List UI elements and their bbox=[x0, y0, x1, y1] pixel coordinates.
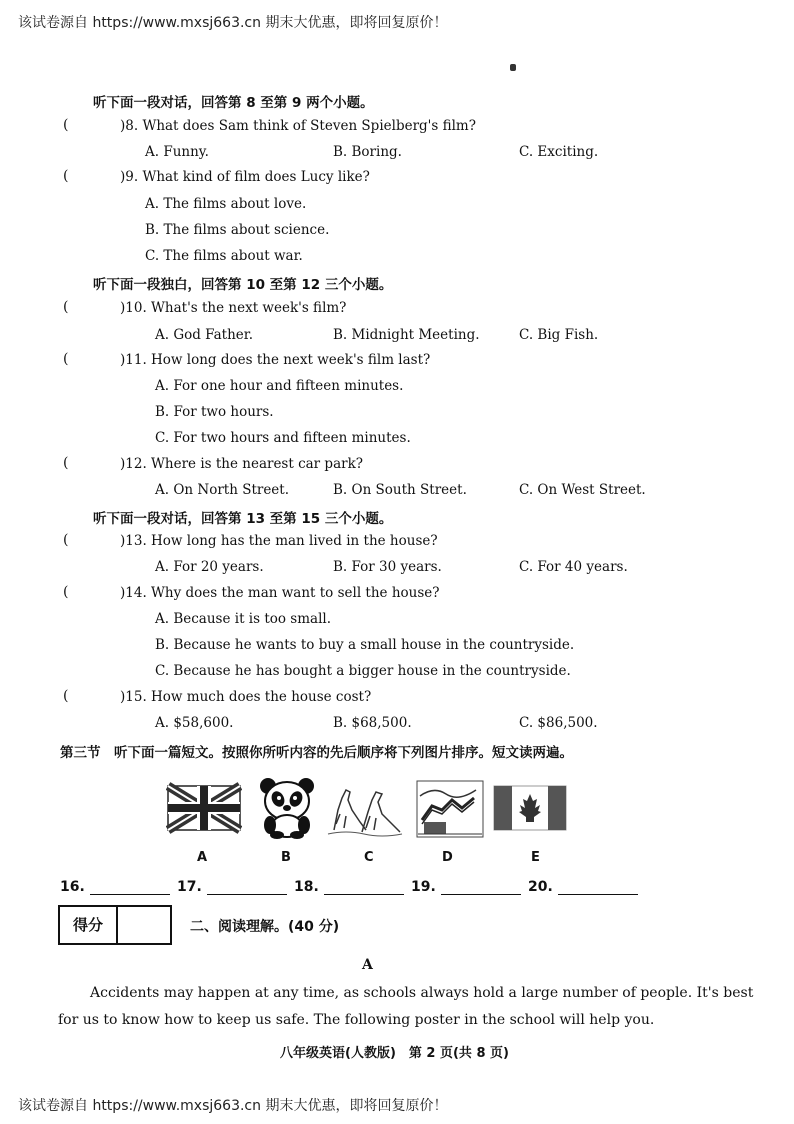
dinosaurs-icon bbox=[326, 780, 404, 838]
option-9a: A. The films about love. bbox=[145, 196, 307, 212]
canada-flag-icon bbox=[492, 780, 568, 838]
answer-20-blank[interactable] bbox=[558, 880, 638, 895]
part2-title: 二、阅读理解。(40 分) bbox=[190, 919, 340, 935]
option-12a: A. On North Street. bbox=[155, 482, 290, 498]
passage-line-2: for us to know how to keep us safe. The following poster in the school will help you. bbox=[58, 1012, 655, 1028]
answer-paren-q13[interactable]: ( bbox=[63, 532, 69, 548]
option-9c: C. The films about war. bbox=[145, 248, 303, 264]
option-11b: B. For two hours. bbox=[155, 404, 274, 420]
watermark-bottom: 该试卷源自 https://www.mxsj663.cn 期末大优惠，即将回复原价！ bbox=[18, 1098, 448, 1114]
picture-label-b: B bbox=[281, 850, 291, 865]
picture-label-c: C bbox=[364, 850, 374, 865]
option-10c: C. Big Fish. bbox=[519, 327, 599, 343]
answer-17-blank[interactable] bbox=[207, 880, 287, 895]
section-heading-dialogue-3: 听下面一段对话，回答第 13 至第 15 三个小题。 bbox=[93, 511, 393, 527]
answer-paren-q15[interactable]: ( bbox=[63, 688, 69, 704]
section-heading-part3: 第三节 听下面一篇短文。按照你所听内容的先后顺序将下列图片排序。短文读两遍。 bbox=[60, 745, 573, 761]
answer-paren-q14[interactable]: ( bbox=[63, 584, 69, 600]
answer-paren-q8[interactable]: ( bbox=[63, 117, 69, 133]
picture-label-d: D bbox=[442, 850, 453, 865]
answer-paren-q9[interactable]: ( bbox=[63, 168, 69, 184]
answer-19 bbox=[411, 876, 521, 895]
panda-icon bbox=[258, 777, 316, 839]
option-10a: A. God Father. bbox=[155, 327, 254, 343]
answer-16-blank[interactable] bbox=[90, 880, 170, 895]
option-8a: A. Funny. bbox=[145, 144, 209, 160]
option-14a: A. Because it is too small. bbox=[155, 611, 332, 627]
passage-letter: A bbox=[362, 957, 373, 973]
answer-18-number: 18. bbox=[294, 879, 319, 895]
answer-20-number: 20. bbox=[528, 879, 553, 895]
answer-18 bbox=[294, 876, 404, 895]
score-box bbox=[58, 905, 172, 945]
option-15c: C. $86,500. bbox=[519, 715, 598, 731]
option-14b: B. Because he wants to buy a small house in the countryside. bbox=[155, 637, 575, 653]
section-heading-dialogue: 听下面一段对话，回答第 8 至第 9 两个小题。 bbox=[93, 95, 374, 111]
answer-20 bbox=[528, 876, 638, 895]
option-11a: A. For one hour and fifteen minutes. bbox=[155, 378, 404, 394]
great-wall-icon bbox=[416, 780, 484, 838]
section-heading-monologue: 听下面一段独白，回答第 10 至第 12 三个小题。 bbox=[93, 277, 393, 293]
option-12c: C. On West Street. bbox=[519, 482, 646, 498]
option-8b: B. Boring. bbox=[333, 144, 402, 160]
question-10: )10. What's the next week's film? bbox=[120, 300, 347, 316]
answer-paren-q11[interactable]: ( bbox=[63, 351, 69, 367]
answer-19-blank[interactable] bbox=[441, 880, 521, 895]
question-13: )13. How long has the man lived in the house? bbox=[120, 533, 438, 549]
question-9: )9. What kind of film does Lucy like? bbox=[120, 169, 370, 185]
answer-17-number: 17. bbox=[177, 879, 202, 895]
answer-paren-q10[interactable]: ( bbox=[63, 299, 69, 315]
option-15b: B. $68,500. bbox=[333, 715, 412, 731]
question-11: )11. How long does the next week's film last? bbox=[120, 352, 431, 368]
answer-16 bbox=[60, 876, 170, 895]
picture-label-a: A bbox=[197, 850, 208, 865]
option-10b: B. Midnight Meeting. bbox=[333, 327, 480, 343]
question-15: )15. How much does the house cost? bbox=[120, 689, 372, 705]
answer-paren-q12[interactable]: ( bbox=[63, 455, 69, 471]
score-label: 得分 bbox=[60, 907, 118, 943]
question-8: )8. What does Sam think of Steven Spielberg's film? bbox=[120, 118, 476, 134]
option-15a: A. $58,600. bbox=[155, 715, 234, 731]
option-13a: A. For 20 years. bbox=[155, 559, 264, 575]
page-footer: 八年级英语(人教版) 第 2 页(共 8 页) bbox=[280, 1046, 509, 1061]
passage-line-1: Accidents may happen at any time, as schools always hold a large number of people. It's best bbox=[90, 985, 754, 1001]
option-11c: C. For two hours and fifteen minutes. bbox=[155, 430, 411, 446]
answer-16-number: 16. bbox=[60, 879, 85, 895]
question-14: )14. Why does the man want to sell the house? bbox=[120, 585, 440, 601]
picture-label-e: E bbox=[531, 850, 540, 865]
watermark-top: 该试卷源自 https://www.mxsj663.cn 期末大优惠，即将回复原价！ bbox=[18, 15, 448, 31]
answer-19-number: 19. bbox=[411, 879, 436, 895]
answer-17 bbox=[177, 876, 287, 895]
uk-flag-icon bbox=[166, 780, 242, 838]
option-14c: C. Because he has bought a bigger house in the countryside. bbox=[155, 663, 571, 679]
option-12b: B. On South Street. bbox=[333, 482, 467, 498]
option-9b: B. The films about science. bbox=[145, 222, 330, 238]
score-field[interactable] bbox=[118, 907, 170, 943]
answer-18-blank[interactable] bbox=[324, 880, 404, 895]
option-13b: B. For 30 years. bbox=[333, 559, 442, 575]
question-12: )12. Where is the nearest car park? bbox=[120, 456, 363, 472]
ink-dot bbox=[510, 64, 516, 71]
option-8c: C. Exciting. bbox=[519, 144, 599, 160]
option-13c: C. For 40 years. bbox=[519, 559, 628, 575]
